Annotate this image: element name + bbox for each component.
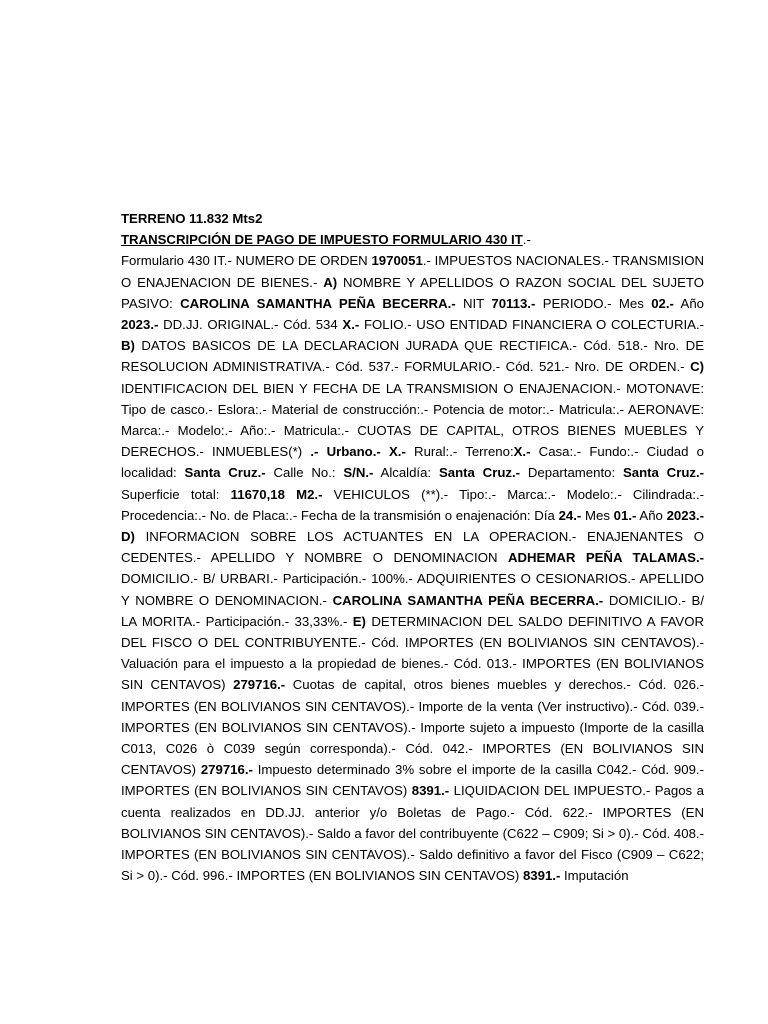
subtitle-text: TRANSCRIPCIÓN DE PAGO DE IMPUESTO FORMULARIO 430 IT [121, 232, 523, 248]
text-run: Año [673, 295, 705, 311]
document-page [121, 208, 704, 887]
text-run: DOMICILIO.- B/ URBARI.- Participación.- 100%.- ADQUIRIENTES O CESIONARIOS.- APELLIDO Y NOMBRE O DENOMINACION.- [121, 571, 704, 608]
bold-run: 8391.- [411, 783, 450, 799]
text-run: DATOS BASICOS DE LA DECLARACION JURADA QUE RECTIFICA.- Cód. 518.- Nro. DE RESOLUCION ADMINISTRATIVA.- Cód. 537.- FORMULARIO.- Cód. 521.- Nro. DE ORDEN.- [121, 338, 704, 375]
text-run: NOMBRE Y APELLIDOS O RAZON SOCIAL DEL SUJETO PASIVO: [121, 274, 704, 311]
bold-run: CAROLINA SAMANTHA PEÑA BECERRA.- [180, 295, 456, 311]
text-run: Impuesto determinado 3% sobre el importe de la casilla C042.- Cód. 909.- IMPORTES (EN BOLIVIANOS SIN CENTAVOS) [121, 762, 704, 799]
text-run: Calle No.: [265, 465, 344, 481]
text-run: .- IMPUESTOS NACIONALES.- TRANSMISION O ENAJENACION DE BIENES.- [121, 253, 704, 290]
bold-run: A) [323, 274, 338, 290]
bold-run: 01.- [613, 507, 637, 523]
text-run: PERIODO.- Mes [535, 295, 652, 311]
document-subtitle [121, 229, 704, 250]
bold-run: 2023.- [121, 317, 159, 333]
bold-run: 1970051 [371, 253, 423, 269]
text-run: Imputación [560, 868, 629, 884]
text-run: Superficie total: [121, 486, 231, 502]
text-run: Formulario 430 IT.- NUMERO DE ORDEN [121, 253, 372, 269]
bold-run: ADHEMAR PEÑA TALAMAS.- [507, 550, 704, 566]
subtitle-suffix: .- [522, 232, 531, 248]
text-run: NIT [455, 295, 492, 311]
text-run: IDENTIFICACION DEL BIEN Y FECHA DE LA TRANSMISION O ENAJENACION.- MOTONAVE: Tipo de casco.- Eslora:.- Material de construcción:.- Potencia de motor:.- Matricula:.- AERONAVE: Marca:.- Modelo:.- Año:.- Matricula:.- CUOTAS DE CAPITAL, OTROS BIENES MUEBLES Y DERECHOS.- INMUEBLES(*) [121, 380, 704, 460]
text-run: LIQUIDACION DEL IMPUESTO.- Pagos a cuenta realizados en DD.JJ. anterior y/o Boletas de Pago.- Cód. 622.- IMPORTES (EN BOLIVIANOS SIN CENTAVOS).- Saldo a favor del contribuyente (C622 – C909; Si > 0).- Cód. 408.- IMPORTES (EN BOLIVIANOS SIN CENTAVOS).- Saldo definitivo a favor del Fisco (C909 – C622; Si > 0).- Cód. 996.- IMPORTES (EN BOLIVIANOS SIN CENTAVOS) [121, 783, 704, 884]
bold-run: C) [690, 359, 704, 375]
bold-run: 70113.- [491, 295, 536, 311]
text-run: DOMICILIO.- B/ LA MORITA.- Participación.- 33,33%.- [121, 592, 704, 629]
text-run: Mes [581, 507, 614, 523]
bold-run: X.- [342, 317, 360, 333]
text-run: DETERMINACION DEL SALDO DEFINITIVO A FAVOR DEL FISCO O DEL CONTRIBUYENTE.- Cód. IMPORTES (EN BOLIVIANOS SIN CENTAVOS).- Valuación para el impuesto a la propiedad de bienes.- Cód. 013.- IMPORTES (EN BOLIVIANOS SIN CENTAVOS) [121, 613, 704, 693]
bold-run: 279716.- [233, 677, 286, 693]
bold-run: E) [352, 613, 366, 629]
bold-run: S/N.- [343, 465, 374, 481]
text-run: Casa:.- Fundo:.- Ciudad o localidad: [121, 444, 704, 481]
bold-run: 24.- [558, 507, 582, 523]
text-run: FOLIO.- USO ENTIDAD FINANCIERA O COLECTURIA.- [359, 317, 704, 333]
text-run: Año [636, 507, 667, 523]
bold-run: Santa Cruz.- [622, 465, 705, 481]
bold-run: .- Urbano.- X.- [310, 444, 406, 460]
bold-run: 02.- [651, 295, 674, 311]
bold-run: B) [121, 338, 135, 354]
bold-run: X.- [513, 444, 531, 460]
document-title: TERRENO 11.832 Mts2 [121, 211, 263, 226]
bold-run: 8391.- [522, 868, 561, 884]
bold-run: Santa Cruz.- [438, 465, 521, 481]
text-run: DD.JJ. ORIGINAL.- Cód. 534 [158, 317, 343, 333]
bold-run: Santa Cruz.- [184, 465, 266, 481]
text-run: Cuotas de capital, otros bienes muebles y derechos.- Cód. 026.- IMPORTES (EN BOLIVIANOS SIN CENTAVOS).- Importe de la venta (Ver instructivo).- Cód. 039.- IMPORTES (EN BOLIVIANOS SIN CENTAVOS).- Importe sujeto a impuesto (Importe de la casilla C013, C026 ò C039 según corresponda).- Cód. 042.- IMPORTES (EN BOLIVIANOS SIN CENTAVOS) [121, 677, 704, 778]
text-run: Rural:.- Terreno: [405, 444, 514, 460]
bold-run: 2023.- D) [121, 507, 704, 545]
bold-run: 279716.- [200, 762, 253, 778]
bold-run: 11670,18 M2.- [230, 486, 323, 502]
text-run: Departamento: [520, 465, 623, 481]
text-run: Alcaldía: [373, 465, 439, 481]
text-run: VEHICULOS (**).- Tipo:.- Marca:.- Modelo:.- Cilindrada:.- Procedencia:.- No. de Placa:.- Fecha de la transmisión o enajenación: Día [121, 486, 704, 523]
text-run: INFORMACION SOBRE LOS ACTUANTES EN LA OPERACION.- ENAJENANTES O CEDENTES.- APELLIDO Y NOMBRE O DENOMINACION [121, 529, 704, 566]
body-paragraph [121, 250, 704, 886]
bold-run: CAROLINA SAMANTHA PEÑA BECERRA.- [332, 592, 604, 608]
